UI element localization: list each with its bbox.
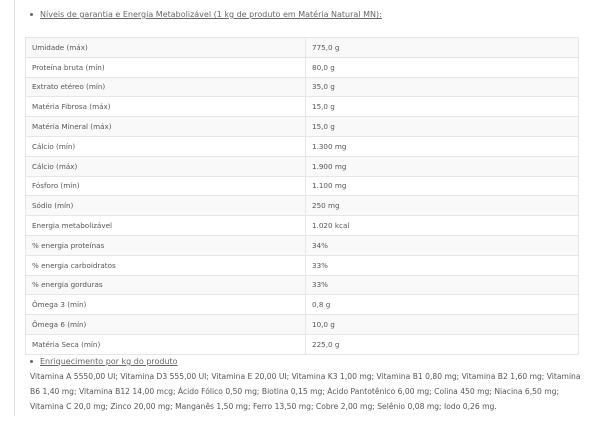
table-row bbox=[26, 117, 579, 137]
table-row bbox=[26, 334, 579, 354]
row-label: % energia gorduras bbox=[26, 275, 306, 295]
row-label: Matéria Fibrosa (máx) bbox=[26, 97, 306, 117]
enrichment-section-heading bbox=[30, 357, 178, 366]
row-value: 10,0 g bbox=[306, 315, 579, 335]
row-value: 1.300 mg bbox=[306, 136, 579, 156]
row-label: % energia proteínas bbox=[26, 235, 306, 255]
bullet-dot-icon bbox=[30, 360, 33, 363]
row-label: Sódio (mín) bbox=[26, 196, 306, 216]
row-value: 1.100 mg bbox=[306, 176, 579, 196]
enrichment-heading-text: Enriquecimento por kg do produto bbox=[40, 357, 178, 366]
table-row bbox=[26, 275, 579, 295]
table-row bbox=[26, 235, 579, 255]
row-label: Ômega 3 (mín) bbox=[26, 295, 306, 315]
guarantee-levels-table bbox=[25, 37, 579, 355]
row-value: 15,0 g bbox=[306, 117, 579, 137]
row-label: % energia carboidratos bbox=[26, 255, 306, 275]
row-value: 35,0 g bbox=[306, 77, 579, 97]
table-row bbox=[26, 57, 579, 77]
row-value: 250 mg bbox=[306, 196, 579, 216]
table-row bbox=[26, 156, 579, 176]
table-row bbox=[26, 255, 579, 275]
row-value: 15,0 g bbox=[306, 97, 579, 117]
levels-section-heading bbox=[30, 10, 382, 19]
row-label: Proteína bruta (mín) bbox=[26, 57, 306, 77]
levels-heading-text: Níveis de garantia e Energia Metabolizável (1 kg de produto em Matéria Natural MN): bbox=[40, 10, 382, 19]
row-label: Cálcio (máx) bbox=[26, 156, 306, 176]
table-row bbox=[26, 136, 579, 156]
enrichment-paragraph: Vitamina A 5550,00 UI; Vitamina D3 555,00 UI; Vitamina E 20,00 UI; Vitamina K3 1,00 mg; Vitamina B1 0,80 mg; Vitamina B2 1,60 mg; Vitamina B6 1,40 mg; Vitamina B12 14,00 mcg; Ácido Fólico 0,50 mg; Biotina 0,15 mg; Ácido Pantotênico 6,00 mg; Colina 450 mg; Niacina 6,50 mg; Vitamina C 20,0 mg; Zinco 20,00 mg; Manganês 1,50 mg; Ferro 13,50 mg; Cobre 2,00 mg; Selênio 0,08 mg; Iodo 0,26 mg. bbox=[30, 372, 581, 412]
table-row bbox=[26, 216, 579, 236]
table-row bbox=[26, 315, 579, 335]
row-label: Extrato etéreo (mín) bbox=[26, 77, 306, 97]
row-value: 0,8 g bbox=[306, 295, 579, 315]
table-row bbox=[26, 77, 579, 97]
row-label: Umidade (máx) bbox=[26, 38, 306, 58]
table-row bbox=[26, 97, 579, 117]
row-value: 33% bbox=[306, 275, 579, 295]
table-row bbox=[26, 38, 579, 58]
row-label: Energia metabolizável bbox=[26, 216, 306, 236]
row-value: 775,0 g bbox=[306, 38, 579, 58]
row-label: Matéria Mineral (máx) bbox=[26, 117, 306, 137]
row-value: 1.900 mg bbox=[306, 156, 579, 176]
row-value: 34% bbox=[306, 235, 579, 255]
content-left-border bbox=[14, 0, 15, 416]
row-label: Fósforo (mín) bbox=[26, 176, 306, 196]
row-value: 1.020 kcal bbox=[306, 216, 579, 236]
row-value: 33% bbox=[306, 255, 579, 275]
table-row bbox=[26, 176, 579, 196]
row-label: Matéria Seca (mín) bbox=[26, 334, 306, 354]
row-label: Ômega 6 (mín) bbox=[26, 315, 306, 335]
row-label: Cálcio (mín) bbox=[26, 136, 306, 156]
bullet-dot-icon bbox=[30, 13, 33, 16]
table-row bbox=[26, 196, 579, 216]
row-value: 225,0 g bbox=[306, 334, 579, 354]
row-value: 80,0 g bbox=[306, 57, 579, 77]
table-row bbox=[26, 295, 579, 315]
